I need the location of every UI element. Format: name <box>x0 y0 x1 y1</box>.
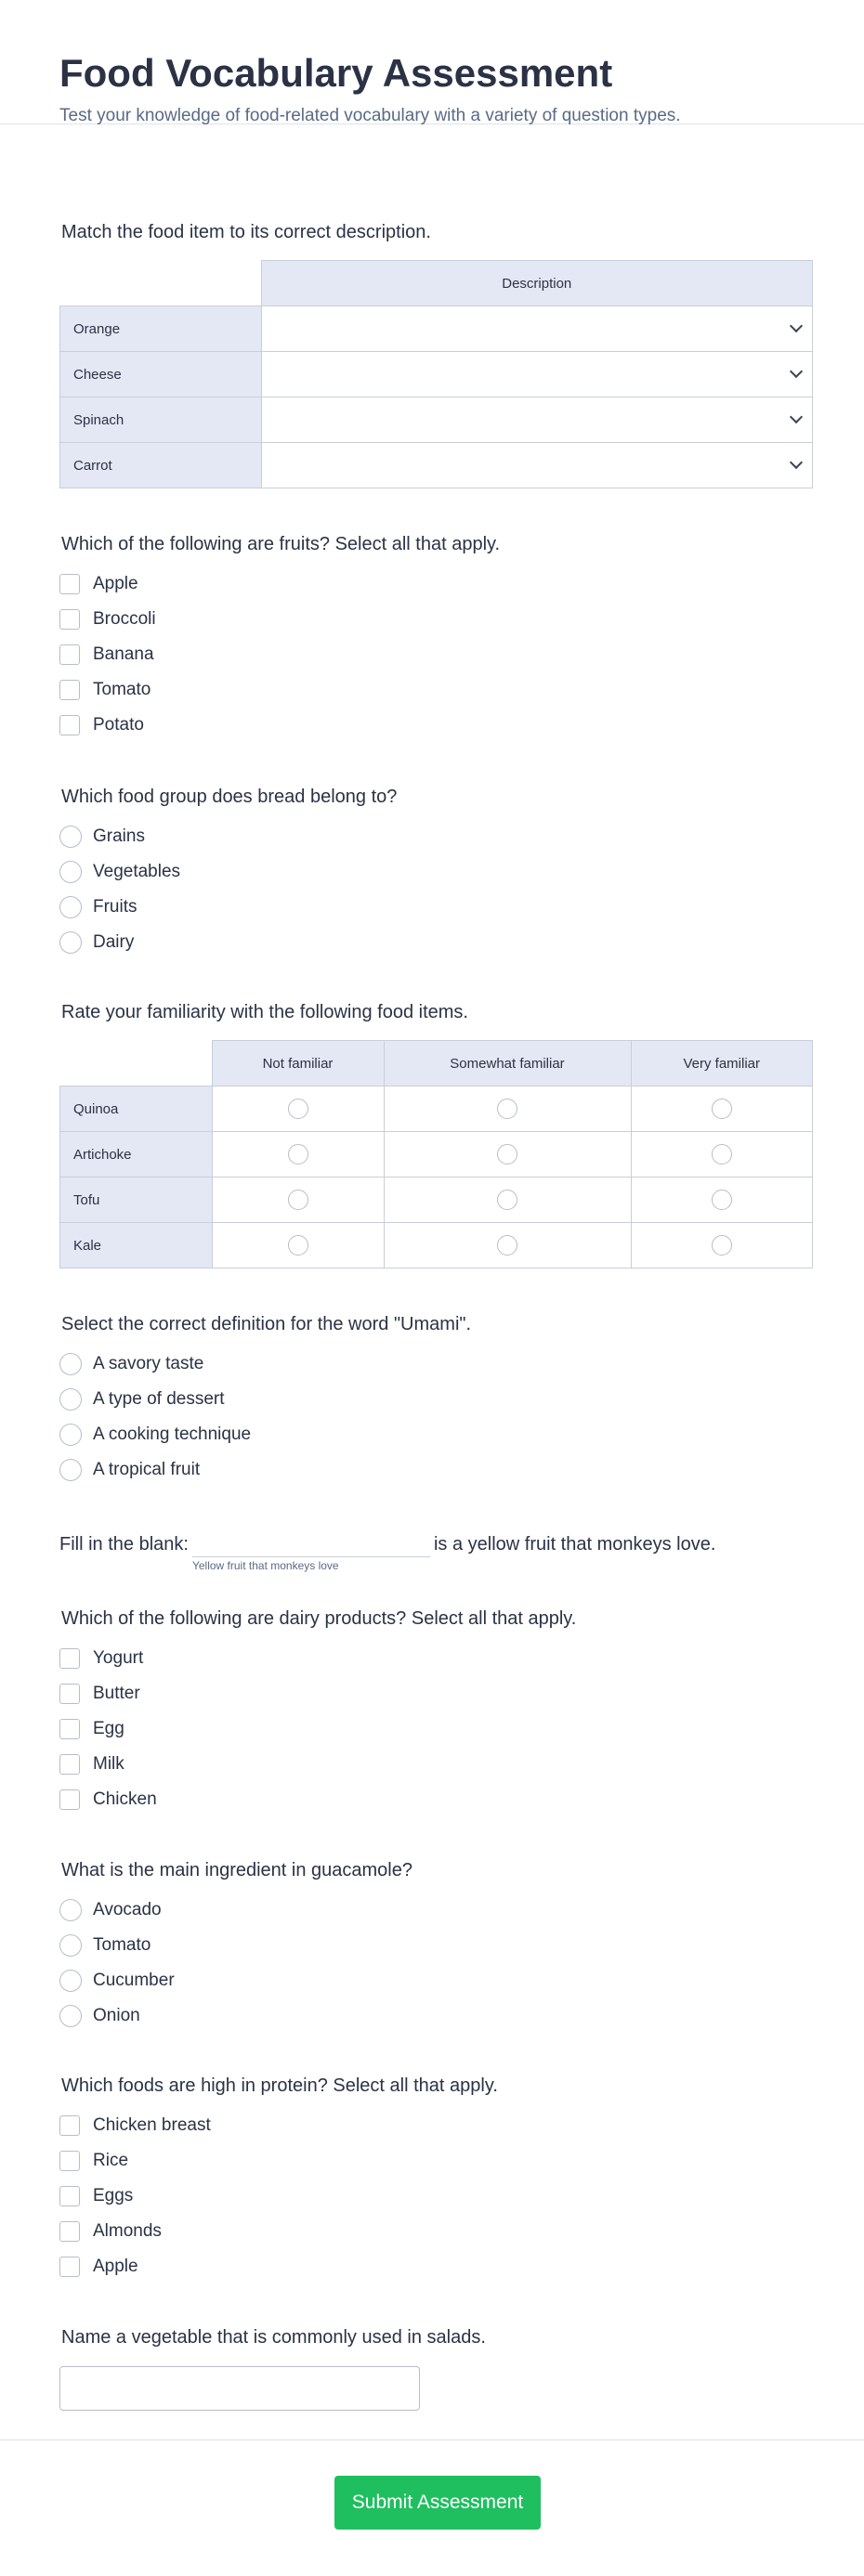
checkbox-option[interactable] <box>59 602 156 637</box>
row-label: Orange <box>60 306 262 352</box>
question-match: Match the food item to its correct description. <box>61 222 431 242</box>
checkbox[interactable] <box>59 2221 80 2242</box>
table-row <box>60 443 813 488</box>
option-label: Almonds <box>93 2221 162 2241</box>
checkbox-option[interactable] <box>59 1782 157 1817</box>
radio-button[interactable] <box>59 931 82 954</box>
radio-option[interactable] <box>59 1452 251 1488</box>
question-bread: Which food group does bread belong to? <box>61 787 398 807</box>
checkbox-option[interactable] <box>59 2108 211 2143</box>
question-guacamole: What is the main ingredient in guacamole? <box>61 1860 412 1880</box>
page-subtitle: Test your knowledge of food-related vocabulary with a variety of question types. <box>59 106 681 125</box>
option-label: Chicken <box>93 1789 157 1809</box>
question-salad-vegetable: Name a vegetable that is commonly used in salads. <box>61 2327 486 2348</box>
radio-button[interactable] <box>59 861 82 883</box>
option-label: Potato <box>93 715 144 735</box>
matrix-corner <box>60 1041 213 1086</box>
radio-button[interactable] <box>497 1099 517 1119</box>
option-label: Banana <box>93 644 154 664</box>
checkbox[interactable] <box>59 2151 80 2171</box>
radio-button[interactable] <box>59 1388 82 1411</box>
radio-option[interactable] <box>59 1417 251 1452</box>
checkbox[interactable] <box>59 1684 80 1704</box>
chevron-down-icon <box>790 365 803 378</box>
option-label: Fruits <box>93 897 137 917</box>
option-label: Yogurt <box>93 1648 144 1668</box>
radio-option[interactable] <box>59 1347 251 1382</box>
table-row <box>60 1223 813 1268</box>
column-header: Not familiar <box>212 1041 384 1086</box>
table-row <box>60 1132 813 1177</box>
option-label: Tomato <box>93 680 151 699</box>
radio-button[interactable] <box>59 1899 82 1921</box>
checkbox-option[interactable] <box>59 2143 211 2179</box>
submit-button[interactable]: Submit Assessment <box>334 2476 541 2530</box>
umami-options <box>59 1347 251 1488</box>
option-label: A tropical fruit <box>93 1460 201 1479</box>
option-label: Grains <box>93 826 145 846</box>
chevron-down-icon <box>790 410 803 423</box>
column-header: Very familiar <box>631 1041 813 1086</box>
checkbox[interactable] <box>59 1719 80 1739</box>
option-label: Vegetables <box>93 862 181 881</box>
radio-button[interactable] <box>712 1099 732 1119</box>
radio-option[interactable] <box>59 925 180 960</box>
option-label: Egg <box>93 1719 124 1738</box>
checkbox-option[interactable] <box>59 708 156 743</box>
fruits-options <box>59 566 156 743</box>
option-label: Avocado <box>93 1900 162 1919</box>
option-label: Butter <box>93 1684 140 1703</box>
radio-button[interactable] <box>497 1144 517 1164</box>
checkbox[interactable] <box>59 1648 80 1669</box>
question-umami: Select the correct definition for the word "Umami". <box>61 1314 472 1334</box>
radio-option[interactable] <box>59 819 180 854</box>
radio-option[interactable] <box>59 1893 175 1928</box>
row-label: Quinoa <box>60 1086 213 1132</box>
table-row <box>60 397 813 443</box>
blank-input[interactable] <box>192 1534 430 1557</box>
checkbox-option[interactable] <box>59 1676 157 1711</box>
checkbox-option[interactable] <box>59 2214 211 2249</box>
option-label: Chicken breast <box>93 2115 211 2135</box>
chevron-down-icon <box>790 456 803 469</box>
radio-button[interactable] <box>59 2005 82 2027</box>
fill-in-blank-question <box>59 1534 715 1572</box>
checkbox-option[interactable] <box>59 1641 157 1676</box>
radio-button[interactable] <box>59 826 82 848</box>
option-label: Broccoli <box>93 609 156 629</box>
table-row <box>60 1086 813 1132</box>
checkbox-option[interactable] <box>59 2249 211 2284</box>
radio-button[interactable] <box>497 1235 517 1255</box>
page-title: Food Vocabulary Assessment <box>59 51 613 95</box>
familiarity-table <box>59 1040 813 1268</box>
radio-option[interactable] <box>59 1998 175 2034</box>
protein-options <box>59 2108 211 2284</box>
row-label: Tofu <box>60 1177 213 1223</box>
match-table <box>59 260 813 488</box>
radio-button[interactable] <box>59 896 82 918</box>
matrix-corner <box>60 261 262 306</box>
question-dairy: Which of the following are dairy products? Select all that apply. <box>61 1608 577 1629</box>
radio-button[interactable] <box>288 1099 308 1119</box>
radio-button[interactable] <box>712 1190 732 1210</box>
checkbox[interactable] <box>59 574 80 594</box>
radio-button[interactable] <box>288 1144 308 1164</box>
row-label: Carrot <box>60 443 262 488</box>
fill-prefix: Fill in the blank: <box>59 1534 189 1555</box>
checkbox[interactable] <box>59 1754 80 1775</box>
checkbox[interactable] <box>59 2257 80 2277</box>
row-label: Artichoke <box>60 1132 213 1177</box>
guacamole-options <box>59 1893 175 2034</box>
question-protein: Which foods are high in protein? Select all that apply. <box>61 2075 498 2096</box>
description-select[interactable] <box>261 306 813 352</box>
chevron-down-icon <box>790 319 803 332</box>
radio-option[interactable] <box>59 1963 175 1998</box>
checkbox[interactable] <box>59 2115 80 2136</box>
option-label: Dairy <box>93 932 135 952</box>
option-label: Tomato <box>93 1935 151 1955</box>
radio-button[interactable] <box>59 1970 82 1992</box>
radio-option[interactable] <box>59 1382 251 1417</box>
checkbox-option[interactable] <box>59 566 156 602</box>
radio-button[interactable] <box>712 1144 732 1164</box>
radio-button[interactable] <box>712 1235 732 1255</box>
row-label: Spinach <box>60 397 262 443</box>
option-label: Cucumber <box>93 1971 175 1990</box>
checkbox[interactable] <box>59 1789 80 1810</box>
description-select[interactable] <box>261 352 813 397</box>
table-row <box>60 306 813 352</box>
option-label: Apple <box>93 574 138 593</box>
option-label: Apple <box>93 2257 138 2276</box>
salad-vegetable-input[interactable] <box>59 2366 420 2411</box>
radio-option[interactable] <box>59 890 180 925</box>
option-label: A savory taste <box>93 1354 204 1373</box>
bread-options <box>59 819 180 960</box>
radio-button[interactable] <box>59 1353 82 1375</box>
table-row <box>60 352 813 397</box>
radio-button[interactable] <box>497 1190 517 1210</box>
checkbox[interactable] <box>59 680 80 700</box>
option-label: Milk <box>93 1754 124 1774</box>
checkbox-option[interactable] <box>59 1747 157 1782</box>
option-label: Eggs <box>93 2186 134 2205</box>
description-select[interactable] <box>261 443 813 488</box>
option-label: Onion <box>93 2006 140 2025</box>
radio-button[interactable] <box>59 1424 82 1446</box>
radio-option[interactable] <box>59 854 180 890</box>
table-row <box>60 1177 813 1223</box>
dairy-options <box>59 1641 157 1817</box>
blank-hint: Yellow fruit that monkeys love <box>191 1559 339 1572</box>
checkbox-option[interactable] <box>59 1711 157 1747</box>
fill-suffix: is a yellow fruit that monkeys love. <box>433 1534 716 1555</box>
column-header: Somewhat familiar <box>384 1041 631 1086</box>
description-select[interactable] <box>261 397 813 443</box>
checkbox-option[interactable] <box>59 672 156 708</box>
radio-button[interactable] <box>288 1190 308 1210</box>
radio-button[interactable] <box>288 1235 308 1255</box>
footer-divider <box>0 2439 864 2440</box>
row-label: Cheese <box>60 352 262 397</box>
checkbox[interactable] <box>59 609 80 630</box>
page-header <box>0 0 864 124</box>
option-label: A cooking technique <box>93 1425 252 1444</box>
option-label: Rice <box>93 2151 129 2170</box>
checkbox[interactable] <box>59 715 80 735</box>
radio-option[interactable] <box>59 1928 175 1963</box>
question-familiarity: Rate your familiarity with the following food items. <box>61 1002 468 1022</box>
radio-button[interactable] <box>59 1934 82 1957</box>
checkbox[interactable] <box>59 2186 80 2206</box>
radio-button[interactable] <box>59 1459 82 1481</box>
checkbox[interactable] <box>59 644 80 665</box>
option-label: A type of dessert <box>93 1389 225 1409</box>
column-header-description: Description <box>261 261 813 306</box>
row-label: Kale <box>60 1223 213 1268</box>
checkbox-option[interactable] <box>59 2179 211 2214</box>
checkbox-option[interactable] <box>59 637 156 672</box>
question-fruits: Which of the following are fruits? Select all that apply. <box>61 534 501 554</box>
